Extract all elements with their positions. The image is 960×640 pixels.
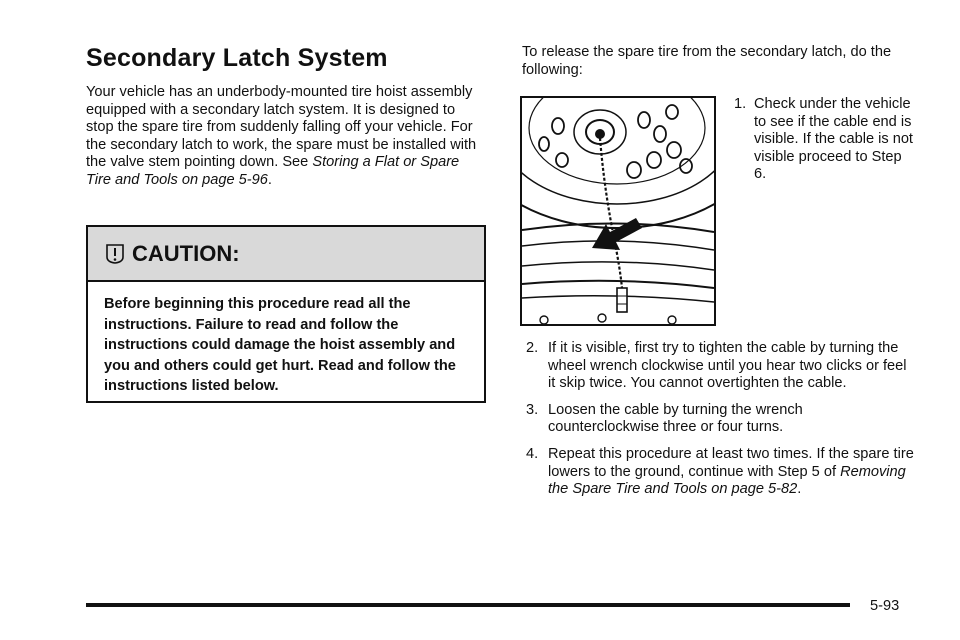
intro-text: Your vehicle has an underbody-mounted tire hoist assembly equipped with a secondary latch system. It is designed to stop the spare tire from suddenly falling off your vehicle. For the secondary latch to work, the spare must be installed with the valve stem pointing down. See bbox=[86, 84, 477, 171]
step-1 bbox=[734, 96, 914, 184]
step-2 bbox=[526, 340, 916, 393]
footer-rule bbox=[86, 603, 850, 607]
tire-drawing bbox=[522, 98, 714, 324]
step-cross-reference: Removing the Spare Tire and Tools on page 5-82 bbox=[548, 463, 906, 498]
intro-paragraph bbox=[86, 84, 486, 190]
intro-end: . bbox=[267, 171, 272, 188]
step-text: Loosen the cable by turning the wrench counterclockwise three or four turns. bbox=[548, 401, 803, 436]
page-title: Secondary Latch System bbox=[86, 44, 388, 72]
step-number: 3. bbox=[526, 401, 539, 418]
page-number: 5-93 bbox=[870, 598, 900, 614]
step-text: Check under the vehicle to see if the cable end is visible. If the cable is not visible proceed to Step 6. bbox=[754, 96, 913, 183]
spare-tire-cable-illustration bbox=[520, 96, 716, 326]
warning-triangle-icon bbox=[104, 243, 126, 265]
step-3 bbox=[526, 402, 916, 437]
step-text: Repeat this procedure at least two times. If the spare tire lowers to the ground, continue with Step 5 of bbox=[548, 445, 914, 480]
procedure-intro: To release the spare tire from the secondary latch, do the following: bbox=[522, 44, 892, 78]
step-number: 2. bbox=[526, 340, 539, 356]
step-4 bbox=[526, 446, 916, 499]
step-number: 4. bbox=[526, 445, 539, 462]
steps-list bbox=[526, 340, 916, 508]
caution-title: CAUTION: bbox=[132, 240, 240, 266]
caution-header bbox=[88, 227, 484, 282]
step-number: 1. bbox=[734, 96, 747, 112]
intro-cross-reference: Storing a Flat or Spare Tire and Tools on page 5-96 bbox=[86, 154, 460, 188]
caution-box bbox=[86, 225, 486, 403]
caution-text: Before beginning this procedure read all the instructions. Failure to read and follow the instructions could damage the hoist assembly and you and others could get hurt. Read and follow the instructions listed below. bbox=[104, 296, 456, 394]
step-text: If it is visible, first try to tighten the cable by turning the wheel wrench clockwise until you hear two clicks or feel it skip twice. You cannot overtighten the cable. bbox=[548, 340, 907, 392]
step-end: . bbox=[797, 481, 802, 498]
